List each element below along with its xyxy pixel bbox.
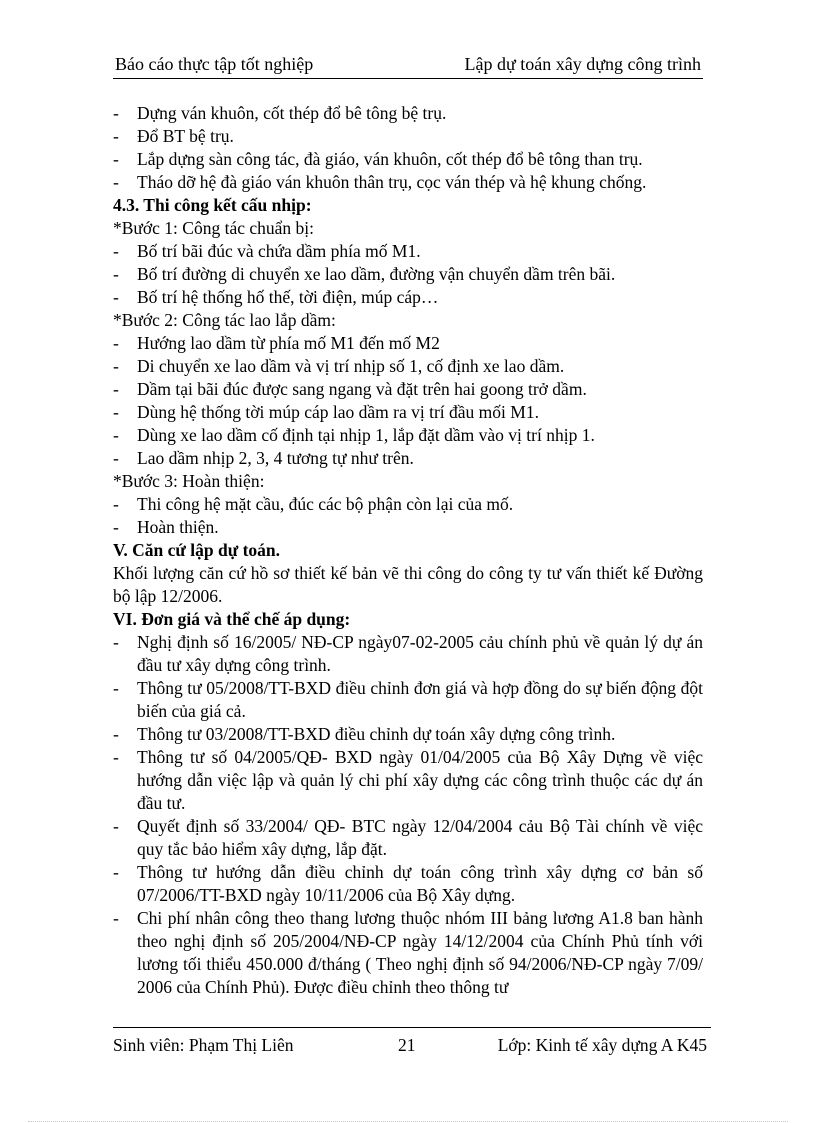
regulation-item: - Thông tư 05/2008/TT-BXD điều chỉnh đơn giá và hợp đồng do sự biến động đột biến của giá cả. xyxy=(113,677,703,723)
step-label: *Bước 1: Công tác chuẩn bị: xyxy=(113,218,314,238)
bullet-item: - Di chuyển xe lao dầm và vị trí nhịp số 1, cố định xe lao dầm. xyxy=(113,355,703,378)
bullet-item: - Bố trí hệ thống hố thế, tời điện, múp cáp… xyxy=(113,286,703,309)
bullet-item: - Bố trí đường di chuyển xe lao dầm, đường vận chuyển dầm trên bãi. xyxy=(113,263,703,286)
regulation-item: - Thông tư hướng dẫn điều chỉnh dự toán công trình xây dựng cơ bản số 07/2006/TT-BXD ngày 10/11/2006 của Bộ Xây dựng. xyxy=(113,861,703,907)
paragraph: Khối lượng căn cứ hồ sơ thiết kế bản vẽ thi công do công ty tư vấn thiết kế Đường bộ lập 12/2006. xyxy=(113,563,703,606)
bullet-item: - Lao dầm nhịp 2, 3, 4 tương tự như trên. xyxy=(113,447,703,470)
bullet-item: - Thi công hệ mặt cầu, đúc các bộ phận còn lại của mố. xyxy=(113,493,703,516)
bullet-item: - Tháo dỡ hệ đà giáo ván khuôn thân trụ, cọc ván thép và hệ khung chống. xyxy=(113,171,703,194)
step-label: *Bước 3: Hoàn thiện: xyxy=(113,471,265,491)
footer-class: Lớp: Kinh tế xây dựng A K45 xyxy=(497,1035,707,1055)
regulation-item: - Chi phí nhân công theo thang lương thuộc nhóm III bảng lương A1.8 ban hành theo nghị định số 205/2004/NĐ-CP ngày 14/12/2004 của Chính Phủ tính với lương tối thiểu 450.000 đ/tháng ( Theo nghị định số 94/2006/NĐ-CP ngày 7/09/ 2006 của Chính Phủ). Được điều chỉnh theo thông tư xyxy=(113,907,703,999)
bullet-item: - Đổ BT bệ trụ. xyxy=(113,125,703,148)
section-heading: 4.3. Thi công kết cấu nhịp: xyxy=(113,195,312,215)
bullet-item: - Dựng ván khuôn, cốt thép đổ bê tông bệ trụ. xyxy=(113,102,703,125)
regulation-item: - Nghị định số 16/2005/ NĐ-CP ngày07-02-2005 cảu chính phủ về quản lý dự án đầu tư xây dựng công trình. xyxy=(113,631,703,677)
footer-student-name: Sinh viên: Phạm Thị Liên xyxy=(113,1035,294,1055)
bullet-item: - Bố trí bãi đúc và chứa dầm phía mố M1. xyxy=(113,240,703,263)
page-edge-divider xyxy=(28,1121,788,1122)
page-footer xyxy=(113,1027,711,1058)
bullet-item: - Hoàn thiện. xyxy=(113,516,703,539)
page-header xyxy=(113,52,703,79)
document-body xyxy=(113,102,703,999)
bullet-item: - Dùng xe lao dầm cố định tại nhịp 1, lắp đặt dầm vào vị trí nhịp 1. xyxy=(113,424,703,447)
bullet-item: - Hướng lao dầm từ phía mố M1 đến mố M2 xyxy=(113,332,703,355)
step-label: *Bước 2: Công tác lao lắp dầm: xyxy=(113,310,336,330)
bullet-item: - Dùng hệ thống tời múp cáp lao dầm ra vị trí đầu mối M1. xyxy=(113,401,703,424)
regulation-item: - Thông tư 03/2008/TT-BXD điều chỉnh dự toán xây dựng công trình. xyxy=(113,723,703,746)
section-heading: VI. Đơn giá và thể chế áp dụng: xyxy=(113,609,351,629)
header-topic: Lập dự toán xây dựng công trình xyxy=(464,54,701,74)
bullet-item: - Dầm tại bãi đúc được sang ngang và đặt trên hai goong trở dầm. xyxy=(113,378,703,401)
bullet-item: - Lắp dựng sàn công tác, đà giáo, ván khuôn, cốt thép đổ bê tông than trụ. xyxy=(113,148,703,171)
page-number: 21 xyxy=(398,1035,416,1055)
header-report-title: Báo cáo thực tập tốt nghiệp xyxy=(115,54,314,74)
section-heading: V. Căn cứ lập dự toán. xyxy=(113,540,281,560)
regulation-item: - Quyết định số 33/2004/ QĐ- BTC ngày 12/04/2004 cảu Bộ Tài chính về việc quy tắc bảo hiểm xây dựng, lắp đặt. xyxy=(113,815,703,861)
regulation-item: - Thông tư số 04/2005/QĐ- BXD ngày 01/04/2005 của Bộ Xây Dựng về việc hướng dẫn việc lập và quản lý chi phí xây dựng các công trình thuộc các dự án đầu tư. xyxy=(113,746,703,815)
